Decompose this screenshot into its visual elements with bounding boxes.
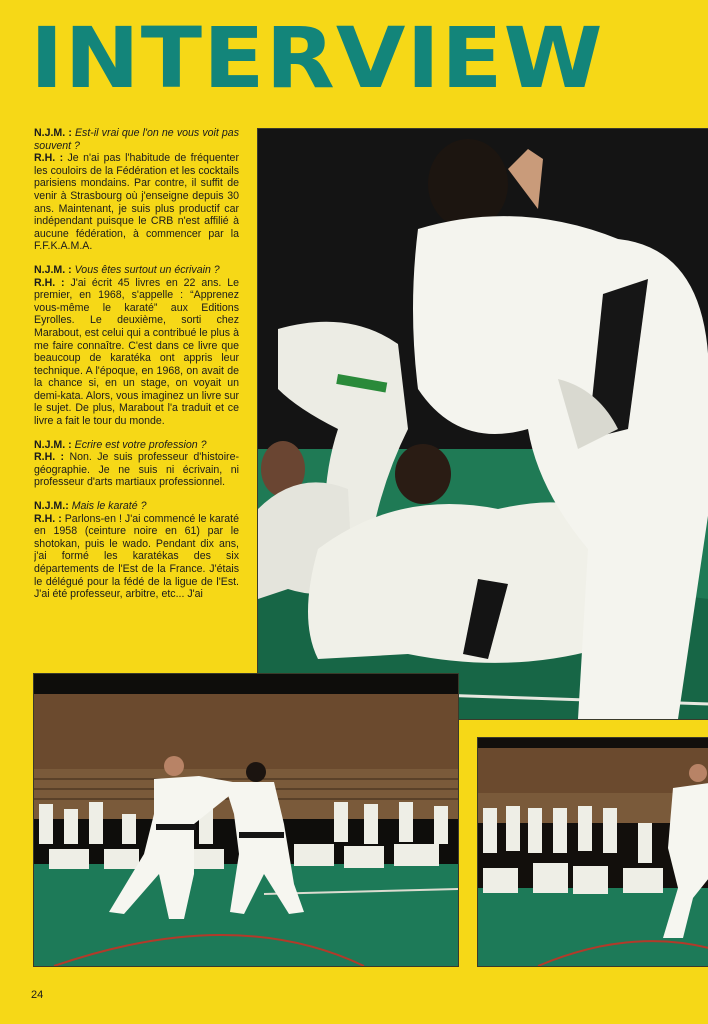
answer-text: Parlons-en ! J'ai commencé le karaté en 1958 (ceinture noire en 61) par le shotokan, puis le wado. Pendant dix ans, j'ai formé les karatékas des six départements de l'Est de la France. J'étais le délégué pour la fédé de la ligue de l'Est. J'ai été professeur, arbitre, etc... J'ai [34, 512, 239, 601]
photo-illustration [34, 674, 458, 966]
page-title: INTERVIEW [30, 9, 604, 107]
question-text: Ecrire est votre profession ? [74, 438, 207, 451]
interview-answer [34, 152, 239, 253]
question-text: Est-il vrai que l'on ne vous voit pas souvent ? [34, 127, 239, 152]
interview-answer [34, 451, 239, 489]
answer-text: J'ai écrit 45 livres en 22 ans. Le premier, en 1968, s'appelle : “Apprenez vous-même le karaté” aux Editions Eyrolles. Le deuxième, sorti chez Marabout, est celui qui a contribué le plus à me faire connaître. C'est dans ce livre que beaucoup de karatéka ont appris leur technique. A l'époque, en 1968, on avait de la chance si, en un stage, on voyait un demi-kata. Alors, vous imaginez un livre sur le sujet. De plus, Marabout l'a traduit et ce livre a fait le tour du monde. [34, 276, 239, 428]
interview-question [34, 500, 239, 513]
question-text: Mais le karaté ? [71, 500, 147, 513]
answer-text: Non. Je suis professeur d'histoire-géographie. Je ne suis ni écrivain, ni professeur d'arts martiaux professionnel. [34, 451, 239, 489]
group-photo [477, 737, 708, 967]
photo-illustration [258, 129, 708, 719]
answer-text: Je n'ai pas l'habitude de fréquenter les couloirs de la Fédération et les cocktails parisiens mondains. Par contre, il suffit de venir à Strasbourg où j'enseigne depuis 30 ans. Maintenant, je suis plus productif car indépendant puisque le CRB n'est affilié à aucune fédération, à commencer par la F.F.K.A.M.A. [34, 152, 239, 253]
photo-illustration [478, 738, 708, 966]
page-number: 24 [31, 989, 44, 1001]
speaker-label: R.H. : [34, 512, 62, 525]
interview-question [34, 264, 239, 277]
speaker-label: R.H. : [34, 152, 64, 165]
interview-question [34, 127, 239, 152]
interview-text [34, 127, 239, 647]
speaker-label: R.H. : [34, 451, 65, 464]
interview-answer [34, 513, 239, 601]
sparring-closeup-photo [257, 128, 708, 720]
interview-answer [34, 277, 239, 428]
speaker-label: N.J.M. : [34, 438, 72, 451]
speaker-label: R.H. : [34, 276, 65, 289]
speaker-label: N.J.M. : [34, 127, 72, 139]
speaker-label: N.J.M.: [34, 500, 69, 513]
speaker-label: N.J.M. : [34, 263, 72, 276]
demonstration-photo [33, 673, 459, 967]
question-text: Vous êtes surtout un écrivain ? [74, 263, 220, 276]
interview-question [34, 439, 239, 452]
